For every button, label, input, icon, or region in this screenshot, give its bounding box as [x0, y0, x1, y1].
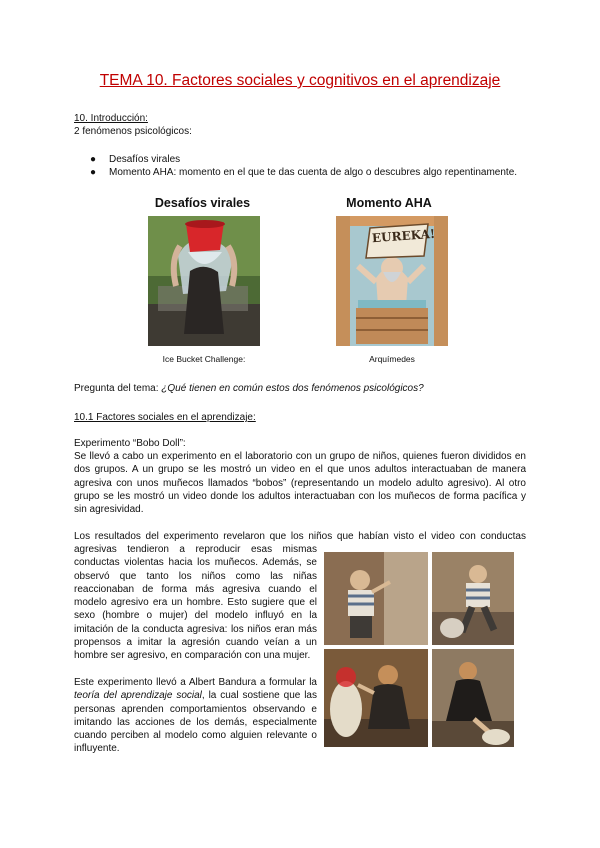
intro-text: 2 fenómenos psicológicos: [74, 126, 192, 137]
bullet-dot-icon: ● [90, 167, 97, 178]
experiment-paragraph: Se llevó a cabo un experimento en el laboratorio con un grupo de niños, quienes fueron divididos en dos grupos. A un grupo se les mostró un video en el que unos adultos interactuaban de manera agresiva con unos muñecos llamados “bobos” (representando un modelo adulto agresivo). Al otro grupo se les mostró un video donde los adultos interactuaban con los muñecos de forma pacífica y sin agresividad. [74, 451, 526, 516]
topic-question: Pregunta del tema: ¿Qué tienen en común estos dos fenómenos psicológicos? [74, 383, 424, 394]
bobo-photo-2 [432, 552, 514, 645]
bandura-paragraph: Este experimento llevó a Albert Bandura a formular la teoría del aprendizaje social, la cual sostiene que las personas aprenden comportamientos observando e imitando las acciones de los demás, especialmente cuando perciben al modelo como alguien relevante o influyente. [74, 677, 317, 755]
eureka-sign-text: EUREKA! [371, 226, 436, 246]
bobo-photo-1 [324, 552, 428, 645]
bobo-photo-4 [432, 649, 514, 747]
experiment-title: Experimento “Bobo Doll”: [74, 438, 186, 449]
page-title: TEMA 10. Factores sociales y cognitivos en el aprendizaje [99, 72, 501, 89]
figure-left-heading: Desafíos virales [154, 196, 251, 210]
bullet-dot-icon: ● [90, 154, 97, 165]
topic-question-text: ¿Qué tienen en común estos dos fenómenos psicológicos? [161, 383, 424, 394]
section-heading-social: 10.1 Factores sociales en el aprendizaje: [74, 412, 256, 423]
theory-name: teoría del aprendizaje social [74, 690, 202, 702]
ice-bucket-image [148, 216, 260, 346]
figure-right-heading: Momento AHA [346, 196, 432, 210]
results-paragraph: agresivas tendieron a reproducir esas mismas conductas violentas hacia los muñecos. Además, se observó que tanto los niños como las niñas reaccionaban de forma más agresiva cuando el modelo agresivo era un hombre. Esto sugiere que el sexo (hombre o mujer) del modelo influyó en la imitación de la conducta agresiva: los niños eran más propensos a imitar la agresión cuando veían a un hombre ser agresivo, en comparación con una mujer. [74, 544, 317, 662]
figure-right-caption: Arquímedes [369, 354, 415, 364]
results-first-line: Los resultados del experimento revelaron que los niños que habían visto el video con conductas [74, 531, 526, 542]
figure-left-caption: Ice Bucket Challenge: [162, 354, 246, 364]
bobo-photo-3 [324, 649, 428, 747]
section-heading-intro: 10. Introducción: [74, 113, 148, 124]
